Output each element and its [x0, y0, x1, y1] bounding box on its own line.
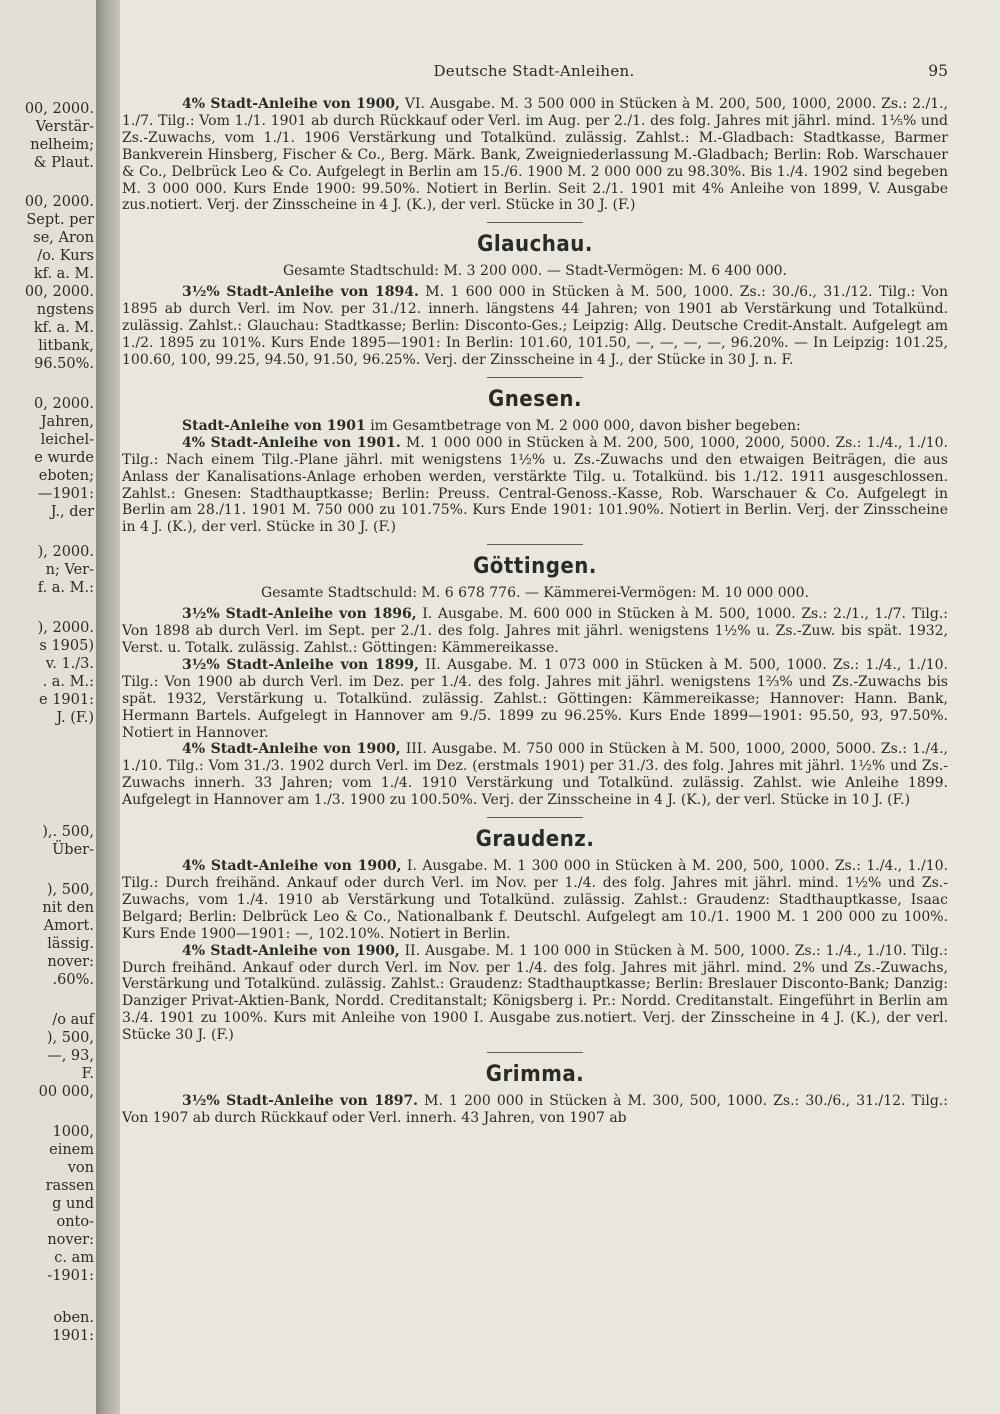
book-gutter [96, 0, 120, 1414]
section-separator [487, 222, 583, 223]
left-page-fragment: e 1901: [39, 692, 94, 708]
bond-entry [122, 418, 948, 435]
left-page-fragment: & Plaut. [33, 155, 94, 171]
left-page-fragment: s 1905) [39, 638, 94, 654]
left-page-fragment: ), 2000. [37, 544, 94, 560]
bond-title: 4% Stadt-Anleihe von 1900, [182, 942, 400, 959]
left-page-fragment: ), 500, [46, 882, 94, 898]
bond-entry [122, 657, 948, 742]
section-separator [487, 544, 583, 545]
left-page-fragment: nelheim; [30, 137, 94, 153]
left-page-fragment: ),. 500, [42, 824, 94, 840]
left-page-fragment: g und [52, 1196, 94, 1212]
bond-details: II. Ausgabe. M. 1 073 000 in Stücken à M. 500, 1000. Zs.: 1./4., 1./10. Tilg.: Von 1900 ab durch Verl. im Dez. per 1./4. des folg. Jahres mit jährl. wenigstens 1⅔% und Zs.-Zuwachs bis spät. 1932, Verstärkung u. Totalkünd. zulässig. Zahlst.: Göttingen: Kämmereikasse; Hannover: Hann. Bank, Hermann Bartels. Aufgelegt in Hannover am 9./5. 1899 zu 96.25%. Kurs Ende 1899—1901: 95.50, 93, 97.50%. Notiert in Hannover. [122, 656, 948, 741]
left-page-fragment: 00 000, [38, 1084, 94, 1100]
bond-entry [122, 284, 948, 369]
left-page-fragment: lässig. [47, 936, 94, 952]
bond-details: M. 1 000 000 in Stücken à M. 200, 500, 1000, 2000, 5000. Zs.: 1./4., 1./10. Tilg.: Nach einem Tilg.-Plane jährl. mit wenigstens 1½% u. Zs.-Zuwachs und den etwaigen Beiträgen, die aus Anlass der Kanalisations-Anlage erhoben werden, verstärkte Tilg. u. Totalkünd. bis 1./12. 1911 ausgeschlossen. Zahlst.: Gnesen: Stadthauptkasse; Berlin: Preuss. Central-Genoss.-Kasse, Rob. Warschauer & Co. Aufgelegt in Berlin am 28./11. 1901 M. 750 000 zu 101.75%. Kurs Ende 1901: 101.90%. Notiert in Berlin. Verj. der Zinsscheine in 4 J. (K.), der verl. Stücke in 30 J. (F.) [122, 434, 948, 536]
bond-title: 3½% Stadt-Anleihe von 1896, [182, 606, 417, 623]
left-page-fragment: se, Aron [33, 230, 94, 246]
left-page-fragment: v. 1./3. [45, 656, 94, 672]
left-page-fragment: F. [81, 1066, 94, 1082]
bond-entry [122, 435, 948, 536]
left-page-fragment: J. (F.) [56, 710, 94, 726]
bond-entry [122, 96, 948, 214]
bond-title: Stadt-Anleihe von 1901 [182, 417, 366, 434]
left-page-fragment: nit den [42, 900, 94, 916]
page-content [122, 96, 948, 1127]
left-page-fragment: Amort. [43, 918, 94, 934]
left-page-fragment: /o. Kurs [37, 248, 94, 264]
bond-details: II. Ausgabe. M. 1 100 000 in Stücken à M. 500, 1000. Zs.: 1./4., 1./10. Tilg.: Durch freihänd. Ankauf oder durch Verl. im Nov. per 1./4. des folg. Jahres mit jährl. mind. 2% und Zs.-Zuwachs, Verstärkung und Totalkünd. zulässig. Zahlst.: Graudenz: Stadthauptkasse; Berlin: Breslauer Disconto-Bank; Danzig: Danziger Privat-Aktien-Bank, Nordd. Creditanstalt; Königsberg i. Pr.: Nordd. Creditanstalt. Eingeführt in Berlin am 3./4. 1901 zu 100%. Kurs mit Anleihe von 1900 I. Ausgabe zus.notiert. Verj. der Zinsscheine in 4 J. (K.), der verl. Stücke 30 J. (F.) [122, 942, 948, 1044]
city-heading: Grimma. [485, 1062, 585, 1088]
left-page-fragment: 00, 2000. [24, 284, 94, 300]
bond-entry [122, 858, 948, 943]
left-page-fragment: 1000, [52, 1124, 94, 1140]
bond-details: M. 1 600 000 in Stücken à M. 500, 1000. Zs.: 30./6., 31./12. Tilg.: Von 1895 ab durch Verl. im Nov. per 31./12. innerh. längstens 44 Jahren; von 1901 ab Verstärkung und Totalkünd. zulässig. Zahlst.: Glauchau: Stadtkasse; Berlin: Disconto-Ges.; Leipzig: Allg. Deutsche Credit-Anstalt. Aufgelegt am 1./2. 1895 zu 101%. Kurs Ende 1895—1901: In Berlin: 101.60, 101.50, —, —, —, —, 96.20%. — In Leipzig: 101.25, 100.60, 100, 99.25, 94.50, 91.50, 96.25%. Verj. der Zinsscheine in 4 J., der Stücke in 30 J. n. F. [122, 284, 948, 368]
bond-entry [122, 943, 948, 1044]
bond-details: III. Ausgabe. M. 750 000 in Stücken à M. 500, 1000, 2000, 5000. Zs.: 1./4., 1./10. Tilg.: Vom 31./3. 1902 durch Verl. im Dez. (erstmals 1901) per 31./3. des folg. Jahres mit jährl. 1½% und Zs.-Zuwachs innerh. 33 Jahren; vom 1./4. 1910 Verstärkung und Totalkünd. zulässig. Zahlst. wie Anleihe 1899. Aufgelegt in Hannover am 1./3. 1900 zu 100.50%. Verj. der Zinsscheine in 4 J. (K.), der verl. Stücke in 10 J. (F.) [122, 741, 948, 809]
left-page-fragment: c. am [54, 1250, 94, 1266]
city-heading: Gnesen. [487, 386, 583, 412]
left-page-fragment: 00, 2000. [24, 101, 94, 117]
left-page-fragment: —1901: [37, 486, 94, 502]
left-page-fragment: ngstens [36, 302, 94, 318]
bond-entry [122, 1093, 948, 1127]
left-page-fragment: von [67, 1160, 94, 1176]
left-page-fragment: Sept. per [26, 212, 94, 228]
left-page-fragment: f. a. M.: [37, 580, 94, 596]
bond-title: 3½% Stadt-Anleihe von 1897. [182, 1093, 419, 1110]
city-heading: Glauchau. [477, 232, 593, 258]
bond-title: 3½% Stadt-Anleihe von 1894. [182, 284, 419, 301]
left-page-fragment: eboten; [38, 468, 94, 484]
left-page-fragment: oben. [53, 1310, 94, 1326]
bond-title: 4% Stadt-Anleihe von 1900, [182, 741, 401, 758]
left-page-fragment: /o auf [52, 1012, 94, 1028]
section-separator [487, 1052, 583, 1053]
left-page-fragment: einem [49, 1142, 94, 1158]
section-separator [487, 377, 583, 378]
running-head [120, 62, 948, 84]
left-page-fragment: 00, 2000. [24, 194, 94, 210]
left-page-fragment: kf. a. M. [33, 266, 94, 282]
left-page-fragment: -1901: [47, 1268, 94, 1284]
page-number: 95 [928, 62, 948, 80]
city-heading: Göttingen. [473, 554, 597, 580]
bond-details: I. Ausgabe. M. 600 000 in Stücken à M. 500, 1000. Zs.: 2./1., 1./7. Tilg.: Von 1898 ab durch Verl. im Sept. per 2./1. des folg. Jahres mit jährl. wenigstens 1½% u. Zs.-Zuw. bis spät. 1932, Verst. u. Totalk. zulässig. Zahlst.: Göttingen: Kämmereikasse. [122, 606, 948, 657]
left-page-fragment: leichel- [40, 432, 94, 448]
left-page-fragment: kf. a. M. [33, 320, 94, 336]
left-page-fragment: n; Ver- [45, 562, 94, 578]
bond-entry [122, 606, 948, 657]
left-page-fragment: 1901: [52, 1328, 94, 1344]
left-page-fragment: e wurde [34, 450, 94, 466]
bond-title: 4% Stadt-Anleihe von 1900, [182, 96, 400, 112]
left-page-fragment: rassen [45, 1178, 94, 1194]
left-page-fragment: .60%. [52, 972, 94, 988]
left-page-fragment: Verstär- [35, 119, 94, 135]
running-title: Deutsche Stadt-Anleihen. [433, 62, 635, 80]
city-heading: Graudenz. [475, 827, 595, 853]
left-page-strip [0, 0, 96, 1414]
left-page-fragment: ), 500, [46, 1030, 94, 1046]
left-page-fragment: Über- [52, 842, 94, 858]
bond-entry [122, 741, 948, 809]
city-debt-summary: Gesamte Stadtschuld: M. 6 678 776. — Kämmerei-Vermögen: M. 10 000 000. [261, 585, 809, 602]
bond-details: im Gesamtbetrage von M. 2 000 000, davon bisher begeben: [365, 417, 801, 434]
bond-details: M. 1 200 000 in Stücken à M. 300, 500, 1000. Zs.: 30./6., 31./12. Tilg.: Von 1907 ab durch Rückkauf oder Verl. innerh. 43 Jahren, von 1907 ab [122, 1093, 948, 1126]
bond-details: VI. Ausgabe. M. 3 500 000 in Stücken à M. 200, 500, 1000, 2000. Zs.: 2./1., 1./7. Tilg.: Vom 1./1. 1901 ab durch Rückkauf oder Verl. im Aug. per 2./1. des folg. Jahres mit jährl. mind. 1⅕% und Zs.-Zuwachs, vom 1./1. 1906 Verstärkung und Totalkünd. zulässig. Zahlst.: M.-Gladbach: Stadtkasse, Barmer Bankverein Hinsberg, Fischer & Co., Berg. Märk. Bank, Zweigniederlassung M.-Gladbach; Berlin: Rob. Warschauer & Co., Delbrück Leo & Co. Aufgelegt in Berlin am 15./6. 1900 M. 2 000 000 zu 98.30%. Bis 1./4. 1902 sind begeben M. 3 000 000. Kurs Ende 1900: 99.50%. Notiert in Berlin. Seit 2./1. 1901 mit 4% Anleihe von 1899, V. Ausgabe zus.notiert. Verj. der Zinsscheine in 4 J. (K.), der verl. Stücke in 30 J. (F.) [122, 96, 949, 214]
city-debt-summary: Gesamte Stadtschuld: M. 3 200 000. — Stadt-Vermögen: M. 6 400 000. [282, 263, 788, 280]
left-page-fragment: J., der [50, 504, 94, 520]
left-page-fragment: Jahren, [40, 414, 94, 430]
bond-details: I. Ausgabe. M. 1 300 000 in Stücken à M. 200, 500, 1000. Zs.: 1./4., 1./10. Tilg.: Durch freihänd. Ankauf oder durch Verl. im Nov. per 1./4. des folg. Jahres mit jährl. mind. 1½% und Zs.-Zuwachs, vom 1./4. 1910 ab Verstärkung und Totalkünd. zulässig. Zahlst.: Graudenz: Stadthauptkasse, Isaac Belgard; Berlin: Delbrück Leo & Co., Nationalbank f. Deutschl. Aufgelegt am 10./1. 1900 M. 1 200 000 zu 100%. Kurs Ende 1900—1901: —, 102.10%. Notiert in Berlin. [122, 858, 948, 942]
left-page-fragment: 96.50%. [34, 356, 94, 372]
left-page-fragment: ), 2000. [37, 620, 94, 636]
left-page-fragment: nover: [47, 954, 94, 970]
bond-title: 4% Stadt-Anleihe von 1901. [182, 434, 401, 451]
section-separator [487, 817, 583, 818]
left-page-fragment: nover: [47, 1232, 94, 1248]
left-page-fragment: 0, 2000. [34, 396, 94, 412]
left-page-fragment: —, 93, [47, 1048, 94, 1064]
bond-title: 4% Stadt-Anleihe von 1900, [182, 858, 402, 875]
left-page-fragment: litbank, [38, 338, 94, 354]
left-page-fragment: . a. M.: [42, 674, 94, 690]
bond-title: 3½% Stadt-Anleihe von 1899, [182, 656, 419, 673]
left-page-fragment: onto- [56, 1214, 94, 1230]
